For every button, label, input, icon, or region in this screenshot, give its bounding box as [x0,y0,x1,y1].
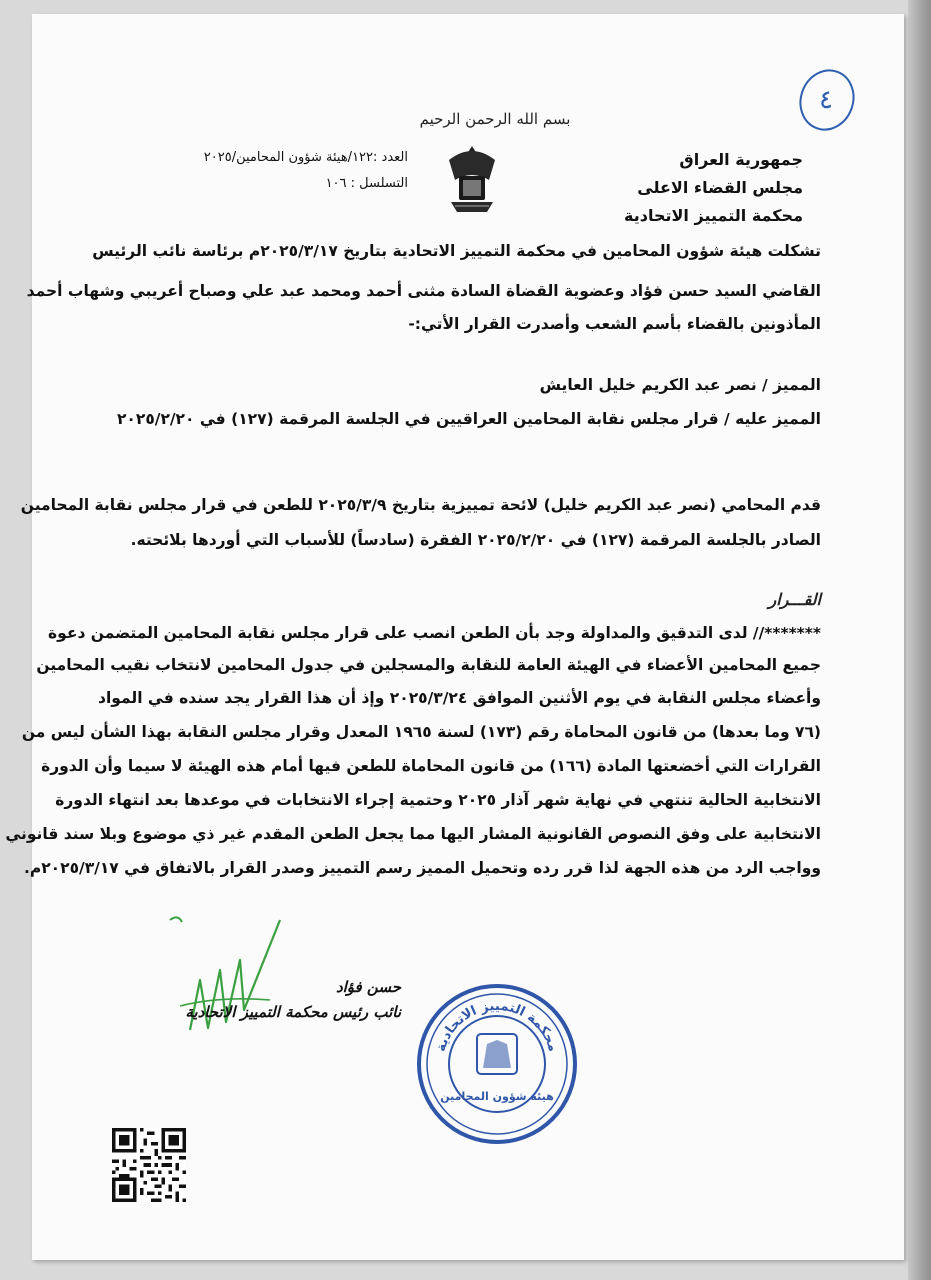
reference-number: العدد :١٢٢/هيئة شؤون المحامين/٢٠٢٥ [203,150,408,165]
respondent-line: المميز عليه / قرار مجلس نقابة المحامين العراقيين في الجلسة المرقمة (١٢٧) في ٢٠٢٥/٢/٢٠ [116,410,821,428]
basmala: بسم الله الرحمن الرحيم [419,110,571,128]
state-emblem-icon [437,140,507,220]
org-line-council: مجلس القضاء الاعلى [637,178,803,197]
petition-line-2: الصادر بالجلسة المرقمة (١٢٧) في ٢٠٢٥/٢/٢٠ الفقرة (سادساً) للأسباب التي أوردها بلائحته. [130,531,821,549]
decision-heading: القـــرار [768,590,821,609]
signatory-name: حسن فؤاد [335,978,401,996]
appellant-line: المميز / نصر عبد الكريم خليل العايش [539,376,821,394]
intro-line-3: المأذونين بالقضاء بأسم الشعب وأصدرت القرار الأتي:- [408,315,821,333]
org-line-court: محكمة التمييز الاتحادية [624,206,803,225]
qr-code-icon [112,1128,186,1202]
decision-line-8: وواجب الرد من هذه الجهة لذا قرر رده وتحميل المميز رسم التمييز وصدر القرار بالاتفاق في ٢٠٢٥/٣/١٧م. [23,859,821,877]
decision-line-7: الانتخابية على وفق النصوص القانونية المشار اليها مما يجعل الطعن المقدم غير ذي موضوع وبلا سند قانوني [5,825,821,843]
decision-line-3: وأعضاء مجلس النقابة في يوم الأثنين الموافق ٢٠٢٥/٣/٢٤ وإذ أن هذا القرار يجد سنده في المواد [98,689,821,707]
decision-line-5: القرارات التي أخضعتها المادة (١٦٦) من قانون المحاماة للطعن فيها أمام هذه الهيئة لا سيما وأن الدورة [41,757,821,775]
decision-line-6: الانتخابية الحالية تنتهي في نهاية شهر آذار ٢٠٢٥ وحتمية إجراء الانتخابات في موعدها بعد انتهاء الدورة [55,791,821,809]
signatory-title: نائب رئيس محكمة التمييز الاتحادية [185,1003,401,1021]
petition-line-1: قدم المحامي (نصر عبد الكريم خليل) لائحة تمييزية بتاريخ ٢٠٢٥/٣/٩ للطعن في قرار مجلس نقابة المحامين [20,496,821,514]
court-stamp-icon [415,982,580,1147]
intro-line-2: القاضي السيد حسن فؤاد وعضوية القضاة السادة مثنى أحمد ومحمد عبد علي وصباح أعريبي وشهاب أحمد [26,282,821,300]
handwritten-number-mark [792,62,862,134]
decision-line-4: (٧٦ وما بعدها) من قانون المحاماة رقم (١٧٣) لسنة ١٩٦٥ المعدل وقرار مجلس النقابة بهذا الشأن ليس من [21,723,821,741]
serial-number: التسلسل : ١٠٦ [325,176,408,191]
decision-line-2: جميع المحامين الأعضاء في الهيئة العامة للنقابة والمسجلين في جدول المحامين لانتخاب نقيب المحامين [36,656,821,674]
stamp-bottom-text: هيئة شؤون المحامين [440,1090,554,1103]
signature-mark-icon [160,910,300,1050]
handwritten-number: ٤ [819,85,833,115]
org-line-country: جمهورية العراق [679,150,803,169]
decision-line-1: *******// لدى التدقيق والمداولة وجد بأن الطعن انصب على قرار مجلس نقابة المحامين المتضمن دعوة [47,624,821,642]
scan-edge-shadow [908,0,931,1280]
stamp-text: محكمة التمييز الاتحادية [433,998,561,1054]
intro-line-1: تشكلت هيئة شؤون المحامين في محكمة التمييز الاتحادية بتاريخ ٢٠٢٥/٣/١٧م برئاسة نائب الرئيس [92,242,821,260]
